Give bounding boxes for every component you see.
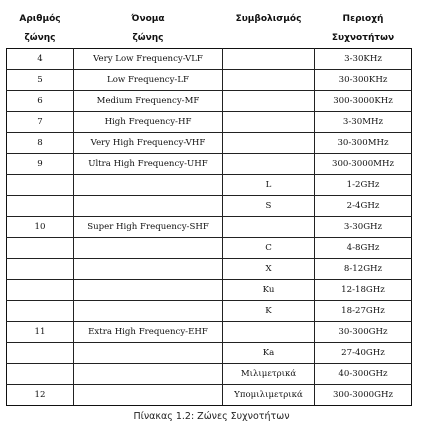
band-number-cell xyxy=(7,364,74,385)
table-caption: Πίνακας 1.2: Ζώνες Συχνοτήτων xyxy=(133,411,290,422)
band-name-cell xyxy=(74,343,223,364)
header-band-name: Όνομα xyxy=(131,14,165,24)
header-symbol-line2 xyxy=(223,29,315,49)
band-number-cell xyxy=(7,259,74,280)
header-band-name-line2: ζώνης xyxy=(132,33,164,43)
band-name-cell xyxy=(74,175,223,196)
table-row xyxy=(7,301,412,322)
band-number-cell: 6 xyxy=(7,91,74,112)
band-name-cell: Very Low Frequency-VLF xyxy=(74,49,223,70)
frequency-range-cell: 300-3000KHz xyxy=(315,91,412,112)
symbol-cell xyxy=(223,217,315,238)
frequency-range-cell: 300-3000MHz xyxy=(315,154,412,175)
band-number-cell xyxy=(7,196,74,217)
table-row xyxy=(7,70,412,91)
symbol-cell: K xyxy=(223,301,315,322)
table-row xyxy=(7,322,412,343)
band-number-cell: 9 xyxy=(7,154,74,175)
header-row-1 xyxy=(7,10,412,29)
table-row xyxy=(7,238,412,259)
band-number-cell xyxy=(7,238,74,259)
frequency-range-cell: 40-300GHz xyxy=(315,364,412,385)
symbol-cell: Ka xyxy=(223,343,315,364)
header-frequency-range: Περιοχή xyxy=(342,14,384,24)
band-name-cell: Ultra High Frequency-UHF xyxy=(74,154,223,175)
symbol-cell: Υπομιλιμετρικά xyxy=(223,385,315,406)
band-name-cell xyxy=(74,238,223,259)
frequency-range-cell: 30-300KHz xyxy=(315,70,412,91)
band-number-cell: 5 xyxy=(7,70,74,91)
frequency-range-cell: 18-27GHz xyxy=(315,301,412,322)
band-number-cell: 11 xyxy=(7,322,74,343)
band-name-cell xyxy=(74,259,223,280)
symbol-cell xyxy=(223,133,315,154)
table-row xyxy=(7,343,412,364)
symbol-cell: S xyxy=(223,196,315,217)
symbol-cell: X xyxy=(223,259,315,280)
header-band-number: Αριθμός xyxy=(19,14,61,24)
header-frequency-range-line2: Συχνοτήτων xyxy=(331,33,395,43)
table-row xyxy=(7,385,412,406)
band-number-cell: 10 xyxy=(7,217,74,238)
frequency-range-cell: 8-12GHz xyxy=(315,259,412,280)
band-number-cell: 12 xyxy=(7,385,74,406)
table-row xyxy=(7,91,412,112)
table-row xyxy=(7,217,412,238)
symbol-cell: L xyxy=(223,175,315,196)
band-number-cell xyxy=(7,301,74,322)
frequency-range-cell: 4-8GHz xyxy=(315,238,412,259)
band-name-cell: Very High Frequency-VHF xyxy=(74,133,223,154)
frequency-range-cell: 3-30MHz xyxy=(315,112,412,133)
header-symbol: Συμβολισμός xyxy=(235,14,302,24)
band-number-cell: 7 xyxy=(7,112,74,133)
band-name-cell: Super High Frequency-SHF xyxy=(74,217,223,238)
frequency-range-cell: 30-300GHz xyxy=(315,322,412,343)
symbol-cell xyxy=(223,91,315,112)
frequency-range-cell: 12-18GHz xyxy=(315,280,412,301)
band-name-cell: High Frequency-HF xyxy=(74,112,223,133)
band-name-cell: Medium Frequency-MF xyxy=(74,91,223,112)
frequency-range-cell: 3-30GHz xyxy=(315,217,412,238)
band-name-cell: Extra High Frequency-EHF xyxy=(74,322,223,343)
band-number-cell xyxy=(7,343,74,364)
band-name-cell: Low Frequency-LF xyxy=(74,70,223,91)
band-name-cell xyxy=(74,364,223,385)
header-row-2 xyxy=(7,29,412,49)
band-number-cell xyxy=(7,280,74,301)
frequency-range-cell: 2-4GHz xyxy=(315,196,412,217)
table-header xyxy=(7,10,412,49)
table-row xyxy=(7,49,412,70)
band-name-cell xyxy=(74,196,223,217)
band-name-cell xyxy=(74,301,223,322)
header-band-number-line2: ζώνης xyxy=(24,33,56,43)
table-row xyxy=(7,364,412,385)
frequency-range-cell: 300-3000GHz xyxy=(315,385,412,406)
band-number-cell: 4 xyxy=(7,49,74,70)
symbol-cell xyxy=(223,154,315,175)
table-row xyxy=(7,259,412,280)
table-row xyxy=(7,154,412,175)
band-number-cell: 8 xyxy=(7,133,74,154)
symbol-cell: C xyxy=(223,238,315,259)
table-row xyxy=(7,196,412,217)
frequency-range-cell: 1-2GHz xyxy=(315,175,412,196)
table-row xyxy=(7,112,412,133)
frequency-bands-table xyxy=(6,10,412,406)
table-row xyxy=(7,133,412,154)
frequency-range-cell: 30-300MHz xyxy=(315,133,412,154)
symbol-cell xyxy=(223,112,315,133)
band-number-cell xyxy=(7,175,74,196)
band-name-cell xyxy=(74,385,223,406)
table-body xyxy=(7,49,412,406)
frequency-range-cell: 3-30KHz xyxy=(315,49,412,70)
symbol-cell xyxy=(223,49,315,70)
table-row xyxy=(7,280,412,301)
frequency-range-cell: 27-40GHz xyxy=(315,343,412,364)
symbol-cell xyxy=(223,70,315,91)
symbol-cell xyxy=(223,322,315,343)
band-name-cell xyxy=(74,280,223,301)
symbol-cell: Μιλιμετρικά xyxy=(223,364,315,385)
table-row xyxy=(7,175,412,196)
symbol-cell: Ku xyxy=(223,280,315,301)
